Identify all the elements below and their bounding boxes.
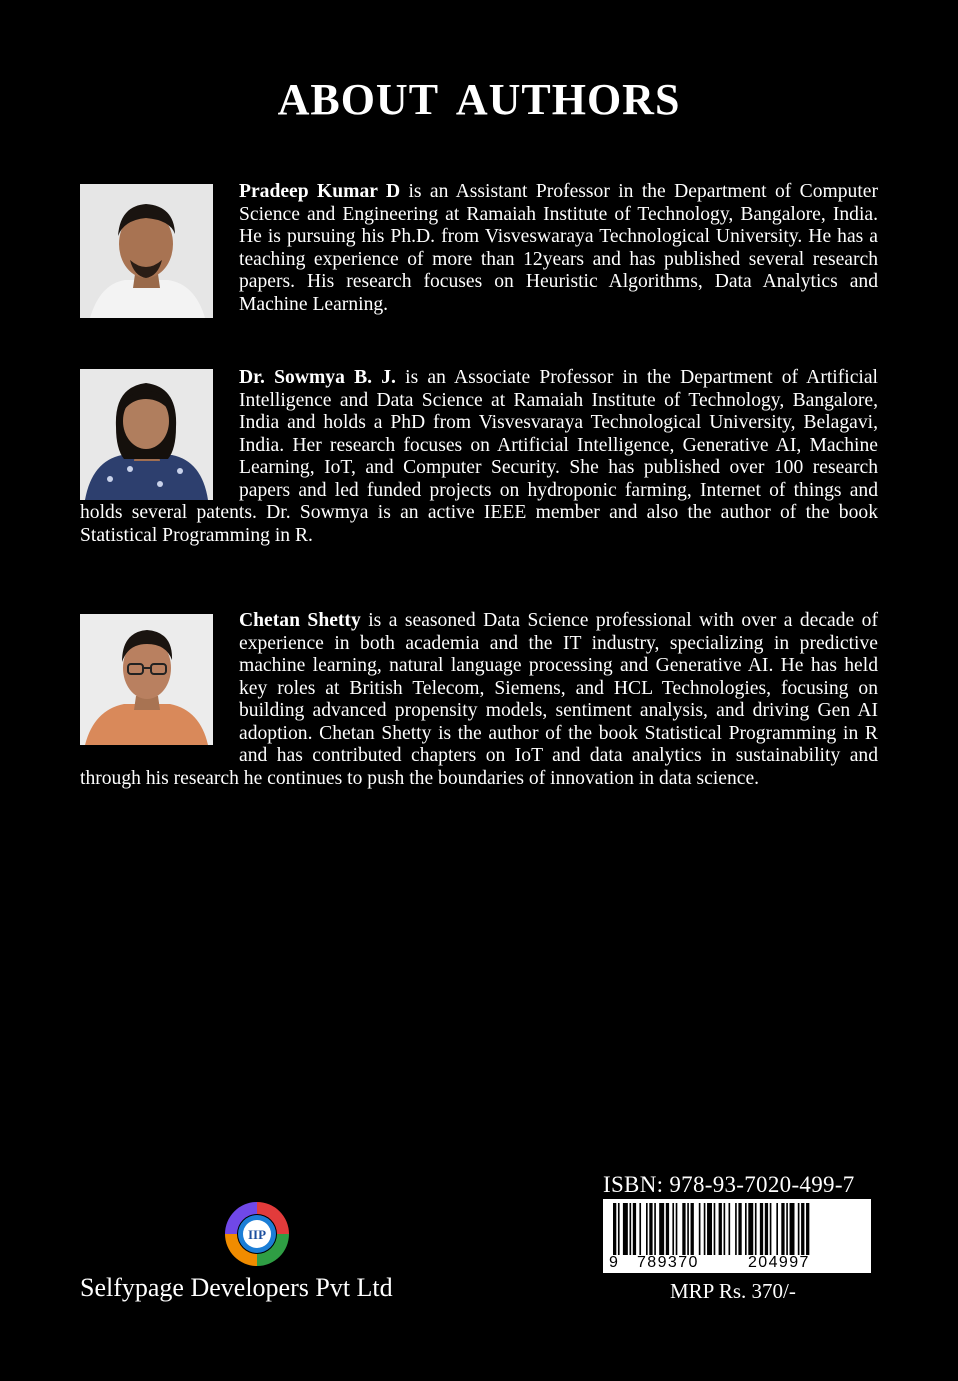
author-bio: is an Associate Professor in the Department of Artificial Intelligence and Data Science at Ramaiah Institute of Technology, Bangalore, India and holds a PhD from Visvesvaraya Technological University, Belagavi, India. Her research focuses on Artificial Intelligence, Generative AI, Machine Learning, IoT, and Computer Security. She has published over 100 research papers and led funded projects on hydroponic farming, Internet of things and holds several patents. Dr. Sowmya is an active IEEE member and also the author of the book Statistical Programming in R. <box>80 367 878 546</box>
author-pradeep-kumar <box>80 181 878 320</box>
author-chetan-shetty <box>80 610 878 790</box>
barcode-right-digits: 204997 <box>748 1254 810 1271</box>
author-sowmya <box>80 367 878 547</box>
barcode <box>603 1199 871 1273</box>
author-photo-pradeep <box>80 184 213 318</box>
page-title: ABOUT AUTHORS <box>277 75 681 124</box>
barcode-first-digit: 9 <box>609 1254 618 1271</box>
author-photo-sowmya <box>80 369 213 500</box>
barcode-left-digits: 789370 <box>637 1254 699 1271</box>
author-name: Pradeep Kumar D <box>239 181 401 202</box>
barcode-bars-icon <box>603 1199 871 1255</box>
author-name: Dr. Sowmya B. J. <box>239 367 396 388</box>
publisher-logo-icon <box>221 1198 293 1270</box>
author-bio: is an Assistant Professor in the Department of Computer Science and Engineering at Ramaiah Institute of Technology, Bangalore, India. He is pursuing his Ph.D. from Visveswaraya Technological University. He has a teaching experience of more than 12years and has published several research papers. His research focuses on Heuristic Algorithms, Data Analytics and Machine Learning. <box>239 181 878 315</box>
author-bio: is a seasoned Data Science professional with over a decade of experience in both academia and the IT industry, specializing in predictive machine learning, natural language processing and Generative AI. He has held key roles at British Telecom, Siemens, and HCL Technologies, focusing on building advanced propensity models, sentiment analysis, and driving Gen AI adoption. Chetan Shetty is the author of the book Statistical Programming in R and has contributed chapters on IoT and data analytics in sustainability and through his research he continues to push the boundaries of innovation in data science. <box>80 610 879 789</box>
author-photo-chetan <box>80 614 213 745</box>
author-name: Chetan Shetty <box>239 610 361 631</box>
mrp-price: MRP Rs. 370/- <box>670 1279 796 1303</box>
logo-text: IIP <box>247 1227 267 1242</box>
publisher-name: Selfypage Developers Pvt Ltd <box>80 1273 393 1302</box>
isbn-label: ISBN: 978-93-7020-499-7 <box>603 1172 855 1197</box>
